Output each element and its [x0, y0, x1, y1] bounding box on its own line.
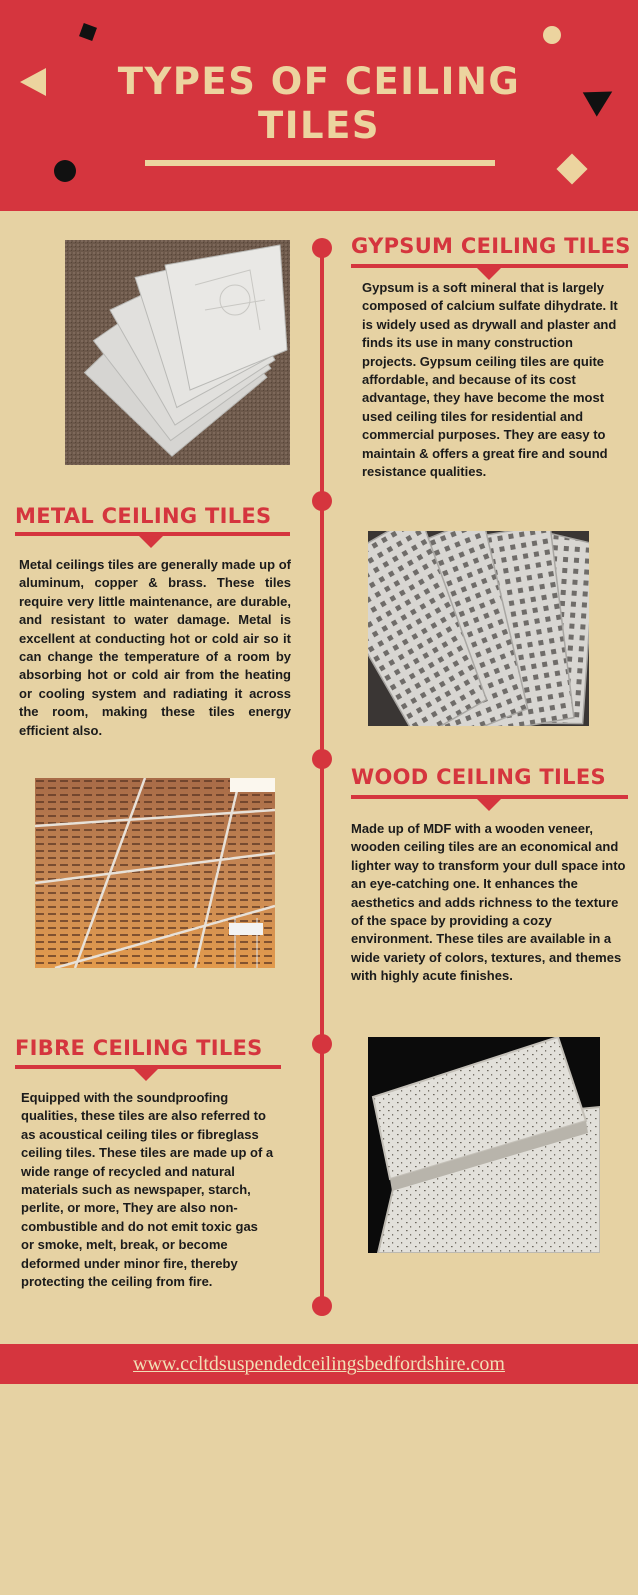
timeline-dot [312, 1034, 332, 1054]
circle-decoration [543, 26, 561, 44]
gypsum-tiles-photo [65, 240, 290, 465]
footer-bar [0, 1344, 638, 1384]
fibre-tiles-photo [368, 1037, 600, 1253]
heading-notch [477, 799, 501, 811]
header-banner [0, 0, 638, 211]
square-decoration [79, 23, 97, 41]
timeline-line [320, 244, 324, 1308]
timeline-dot [312, 238, 332, 258]
heading-notch [134, 1069, 158, 1081]
wood-tiles-photo [35, 778, 275, 968]
page-title-line-2: TILES [257, 104, 380, 147]
timeline-dot [312, 1296, 332, 1316]
timeline-dot [312, 491, 332, 511]
circle-decoration [54, 160, 76, 182]
timeline-dot [312, 749, 332, 769]
section-heading: METAL CEILING TILES [15, 504, 272, 528]
page-title [0, 60, 638, 148]
heading-notch [139, 536, 163, 548]
website-link[interactable]: www.ccltdsuspendedceilingsbedfordshire.com [133, 1353, 505, 1375]
section-heading: FIBRE CEILING TILES [15, 1036, 263, 1060]
diamond-decoration [556, 153, 587, 184]
section-body: Equipped with the soundproofing qualities, these tiles are also referred to as acoustical ceiling tiles or fibreglass ceiling tiles. These tiles are made up of a wide range of recycled and natural materials such as newspaper, starch, perlite, or more, They are also non-combustible and do not emit toxic gas or smoke, melt, break, or become deformed under minor fire, thereby protecting the ceiling from fire. [21, 1090, 274, 1290]
metal-tiles-photo [368, 531, 589, 726]
title-underline [145, 160, 495, 166]
section-heading: GYPSUM CEILING TILES [351, 234, 631, 258]
section-body: Made up of MDF with a wooden veneer, wooden ceiling tiles are an economical and lighter way to transform your dull space into an eye-catching one. It enhances the aesthetics and adds richness to the texture of the space by providing a cozy environment. These tiles are available in a wide variety of colors, textures, and themes with highly acute finishes. [351, 821, 626, 984]
page-title-line-1: TYPES OF CEILING [117, 60, 521, 103]
section-body: Metal ceilings tiles are generally made up of aluminum, copper & brass. These tiles require very little maintenance, are durable, and resistant to water damage. Metal is excellent at conducting hot or cold air so it can change the temperature of a room by absorbing hot or cold air from the heating or cooling system and radiating it across the room, making these tiles energy efficient also. [19, 557, 291, 738]
section-body: Gypsum is a soft mineral that is largely composed of calcium sulfate dihydrate. It is widely used as drywall and plaster and finds its use in many construction projects. Gypsum ceiling tiles are quite affordable, and because of its cost advantage, they have become the most used ceiling tiles for residential and commercial purposes. They are easy to maintain & offers a great fire and sound resistance qualities. [362, 280, 618, 480]
section-heading: WOOD CEILING TILES [351, 765, 606, 789]
